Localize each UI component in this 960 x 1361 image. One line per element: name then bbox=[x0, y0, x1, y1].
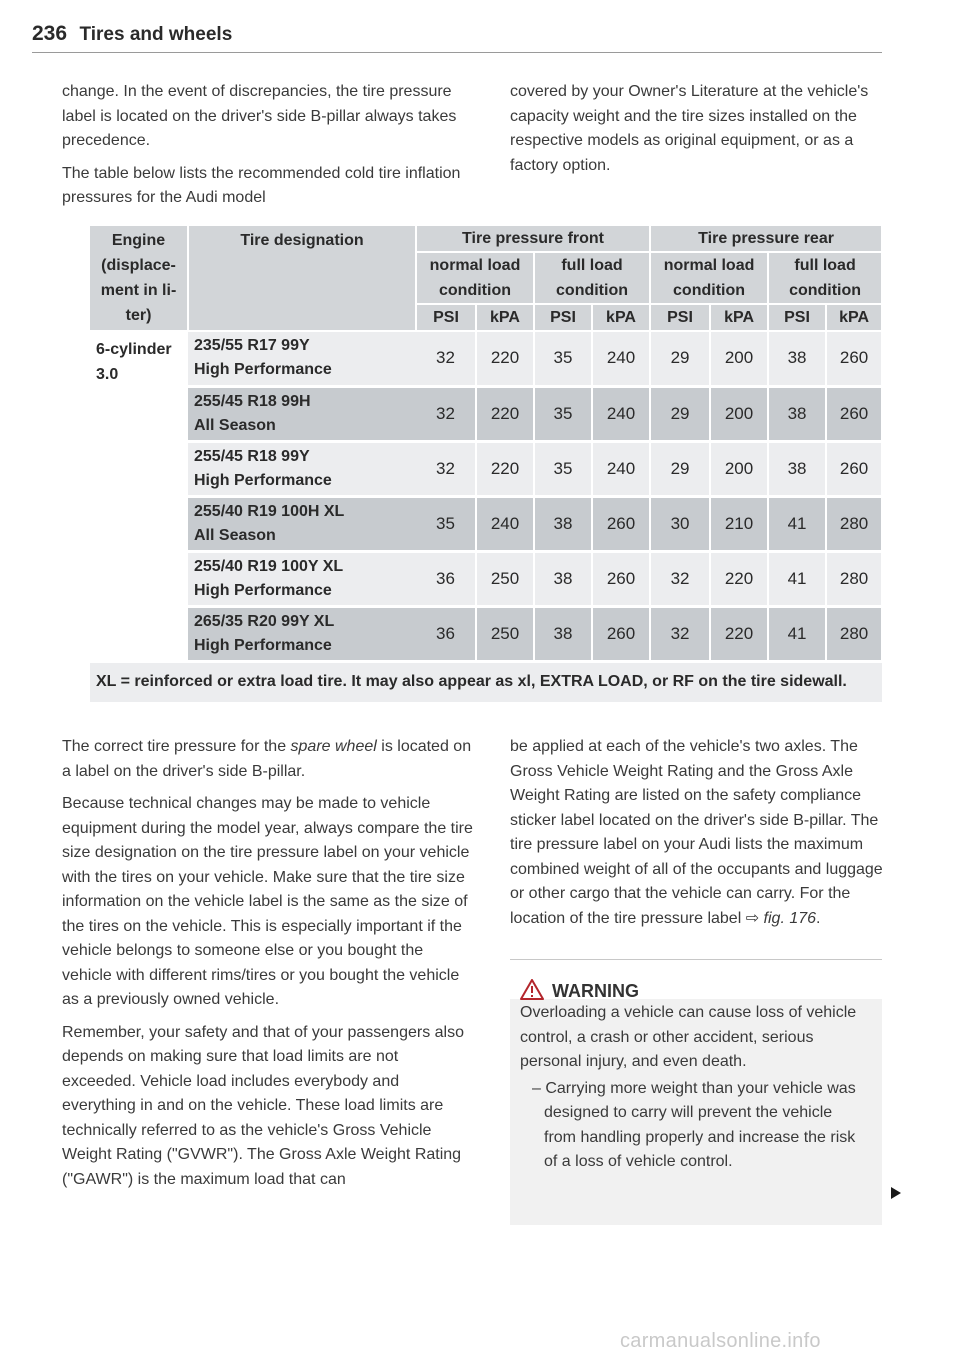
pressure-value-cell: 260 bbox=[592, 551, 650, 606]
tire-designation-cell bbox=[188, 441, 416, 496]
header-engine: Engine (displace-ment in li-ter) bbox=[90, 226, 188, 331]
intro-paragraph-2: The table below lists the recommended cold tire inflation pressures for the Audi model bbox=[62, 164, 461, 206]
table-footnote: XL = reinforced or extra load tire. It may also appear as xl, EXTRA LOAD, or RF on the tire sidewall. bbox=[90, 661, 882, 702]
pressure-value-cell: 220 bbox=[476, 386, 534, 441]
tire-designation-cell bbox=[188, 551, 416, 606]
warning-text: Overloading a vehicle can cause loss of vehicle control, a crash or other accident, serious personal injury, and even death. bbox=[520, 1004, 857, 1070]
pressure-value-cell: 200 bbox=[710, 386, 768, 441]
warning-box bbox=[510, 958, 882, 1225]
page-number: 236 bbox=[32, 22, 68, 45]
tire-size: 235/55 R17 99Y bbox=[194, 337, 310, 355]
pressure-value-cell: 200 bbox=[710, 441, 768, 496]
text-run: The correct tire pressure for the bbox=[62, 738, 291, 755]
tire-designation-cell bbox=[188, 331, 416, 386]
tire-pressure-table bbox=[90, 226, 883, 702]
intro-left-column bbox=[62, 80, 462, 219]
pressure-value-cell: 220 bbox=[710, 606, 768, 661]
pressure-value-cell: 38 bbox=[768, 386, 826, 441]
unit-kpa: kPA bbox=[826, 304, 882, 331]
header-full-load-front: full load condition bbox=[534, 252, 650, 304]
pressure-value-cell: 32 bbox=[416, 331, 476, 386]
pressure-value-cell: 260 bbox=[826, 331, 882, 386]
text-run: is located on a label on the driver's side B-pillar. bbox=[62, 738, 472, 780]
header-tire-pressure-front: Tire pressure front bbox=[416, 226, 650, 252]
body-right-column bbox=[510, 735, 885, 939]
pressure-value-cell: 260 bbox=[826, 441, 882, 496]
pressure-value-cell: 240 bbox=[592, 331, 650, 386]
pressure-value-cell: 29 bbox=[650, 331, 710, 386]
header-tire-designation: Tire designation bbox=[188, 226, 416, 331]
header-tire-pressure-rear: Tire pressure rear bbox=[650, 226, 882, 252]
tire-type: High Performance bbox=[194, 636, 332, 654]
pressure-value-cell: 38 bbox=[768, 331, 826, 386]
pressure-value-cell: 280 bbox=[826, 551, 882, 606]
intro-right-column bbox=[510, 80, 885, 186]
unit-psi: PSI bbox=[650, 304, 710, 331]
pressure-value-cell: 38 bbox=[768, 441, 826, 496]
unit-psi: PSI bbox=[534, 304, 592, 331]
table-row bbox=[90, 551, 882, 606]
tire-size: 255/45 R18 99H bbox=[194, 392, 311, 410]
table-row bbox=[90, 606, 882, 661]
tire-type: All Season bbox=[194, 416, 276, 434]
pressure-value-cell: 32 bbox=[650, 606, 710, 661]
pressure-value-cell: 260 bbox=[592, 606, 650, 661]
pressure-value-cell: 32 bbox=[416, 441, 476, 496]
header-normal-load-front: normal load condition bbox=[416, 252, 534, 304]
unit-psi: PSI bbox=[416, 304, 476, 331]
intro-paragraph-3: covered by your Owner's Literature at the vehicle's capacity weight and the tire sizes installed on the respective models as original equipment, or as a factory option. bbox=[510, 83, 869, 174]
pressure-value-cell: 35 bbox=[534, 386, 592, 441]
pressure-value-cell: 35 bbox=[534, 331, 592, 386]
tire-designation-cell bbox=[188, 606, 416, 661]
pressure-value-cell: 29 bbox=[650, 386, 710, 441]
warning-title: WARNING bbox=[552, 981, 639, 1001]
pressure-value-cell: 35 bbox=[416, 496, 476, 551]
tire-size: 255/40 R19 100H XL bbox=[194, 502, 345, 520]
text-run: . bbox=[816, 909, 821, 927]
pressure-value-cell: 240 bbox=[592, 386, 650, 441]
pressure-value-cell: 32 bbox=[416, 386, 476, 441]
pressure-value-cell: 260 bbox=[826, 386, 882, 441]
table-note-row bbox=[90, 661, 882, 702]
tire-type: All Season bbox=[194, 526, 276, 544]
page-header bbox=[32, 22, 882, 53]
emphasis-spare-wheel: spare wheel bbox=[290, 738, 377, 755]
pressure-value-cell: 38 bbox=[534, 606, 592, 661]
pressure-value-cell: 280 bbox=[826, 606, 882, 661]
tire-size: 255/40 R19 100Y XL bbox=[194, 557, 344, 575]
unit-kpa: kPA bbox=[710, 304, 768, 331]
pressure-value-cell: 41 bbox=[768, 551, 826, 606]
unit-kpa: kPA bbox=[592, 304, 650, 331]
text-run: be applied at each of the vehicle's two axles. The Gross Vehicle Weight Rating and the Gross Axle Weight Rating are listed on the safety compliance sticker label located on the driver's side B-pillar. The tire pressure label on your Audi lists the maximum combined weight of all of the occupants and luggage or other cargo that the vehicle can carry. For the location of the tire pressure label bbox=[510, 738, 883, 927]
section-title: Tires and wheels bbox=[79, 24, 233, 45]
table-row bbox=[90, 386, 882, 441]
header-full-load-rear: full load condition bbox=[768, 252, 882, 304]
continue-arrow-icon bbox=[891, 1187, 901, 1199]
table-row bbox=[90, 331, 882, 386]
warning-bullet: – Carrying more weight than your vehicle was designed to carry will prevent the vehicle from handling properly and increase the risk of a loss of vehicle control. bbox=[532, 1079, 856, 1170]
engine-cell: 6-cylinder 3.0 bbox=[90, 331, 188, 661]
pressure-value-cell: 220 bbox=[476, 331, 534, 386]
pressure-value-cell: 41 bbox=[768, 606, 826, 661]
pressure-value-cell: 250 bbox=[476, 551, 534, 606]
watermark: carmanualsonline.info bbox=[620, 1330, 821, 1352]
pressure-value-cell: 280 bbox=[826, 496, 882, 551]
pressure-value-cell: 220 bbox=[710, 551, 768, 606]
tire-size: 265/35 R20 99Y XL bbox=[194, 612, 335, 630]
load-limits-paragraph: Remember, your safety and that of your passengers also depends on making sure that load limits are not exceeded. Vehicle load includes everybody and everything in and on the vehicle. These load limits are technically referred to as the vehicle's Gross Vehicle Weight Rating ("GVWR"). The Gross Axle Weight Rating ("GAWR") is the maximum load that can bbox=[62, 1023, 464, 1188]
body-left-column bbox=[62, 735, 474, 1200]
pressure-value-cell: 30 bbox=[650, 496, 710, 551]
unit-kpa: kPA bbox=[476, 304, 534, 331]
pressure-value-cell: 29 bbox=[650, 441, 710, 496]
unit-psi: PSI bbox=[768, 304, 826, 331]
header-normal-load-rear: normal load condition bbox=[650, 252, 768, 304]
pressure-value-cell: 35 bbox=[534, 441, 592, 496]
pressure-value-cell: 210 bbox=[710, 496, 768, 551]
intro-paragraph-1: change. In the event of discrepancies, the tire pressure label is located on the driver's side B-pillar always takes precedence. bbox=[62, 83, 457, 149]
spare-wheel-paragraph bbox=[62, 735, 474, 784]
pressure-value-cell: 41 bbox=[768, 496, 826, 551]
pressure-value-cell: 36 bbox=[416, 551, 476, 606]
technical-changes-paragraph: Because technical changes may be made to vehicle equipment during the model year, always compare the tire size designation on the tire pressure label on your vehicle with the tires on your vehicle. Make sure that the tire size information on the vehicle label is the same as the size of the tires on the vehicle. This is especially important if the vehicle belongs to someone else or you bought the vehicle with different rims/tires or you bought the vehicle as a previously owned vehicle. bbox=[62, 795, 473, 1008]
tire-type: High Performance bbox=[194, 361, 332, 379]
pressure-value-cell: 250 bbox=[476, 606, 534, 661]
pressure-value-cell: 38 bbox=[534, 496, 592, 551]
pressure-value-cell: 200 bbox=[710, 331, 768, 386]
pressure-value-cell: 240 bbox=[592, 441, 650, 496]
warning-divider bbox=[510, 959, 882, 960]
pressure-value-cell: 32 bbox=[650, 551, 710, 606]
pressure-value-cell: 36 bbox=[416, 606, 476, 661]
tire-size: 255/45 R18 99Y bbox=[194, 447, 310, 465]
tire-type: High Performance bbox=[194, 581, 332, 599]
table-row bbox=[90, 441, 882, 496]
warning-header bbox=[510, 959, 882, 999]
pressure-value-cell: 38 bbox=[534, 551, 592, 606]
figure-reference-link[interactable]: ⇨ fig. 176 bbox=[745, 909, 817, 927]
table-row bbox=[90, 496, 882, 551]
tire-type: High Performance bbox=[194, 471, 332, 489]
pressure-value-cell: 240 bbox=[476, 496, 534, 551]
tire-designation-cell bbox=[188, 496, 416, 551]
pressure-value-cell: 220 bbox=[476, 441, 534, 496]
warning-triangle-icon bbox=[520, 979, 544, 1005]
warning-body bbox=[510, 999, 882, 1175]
axle-rating-paragraph bbox=[510, 735, 885, 931]
warning-title-row bbox=[520, 979, 639, 1005]
pressure-value-cell: 260 bbox=[592, 496, 650, 551]
tire-designation-cell bbox=[188, 386, 416, 441]
